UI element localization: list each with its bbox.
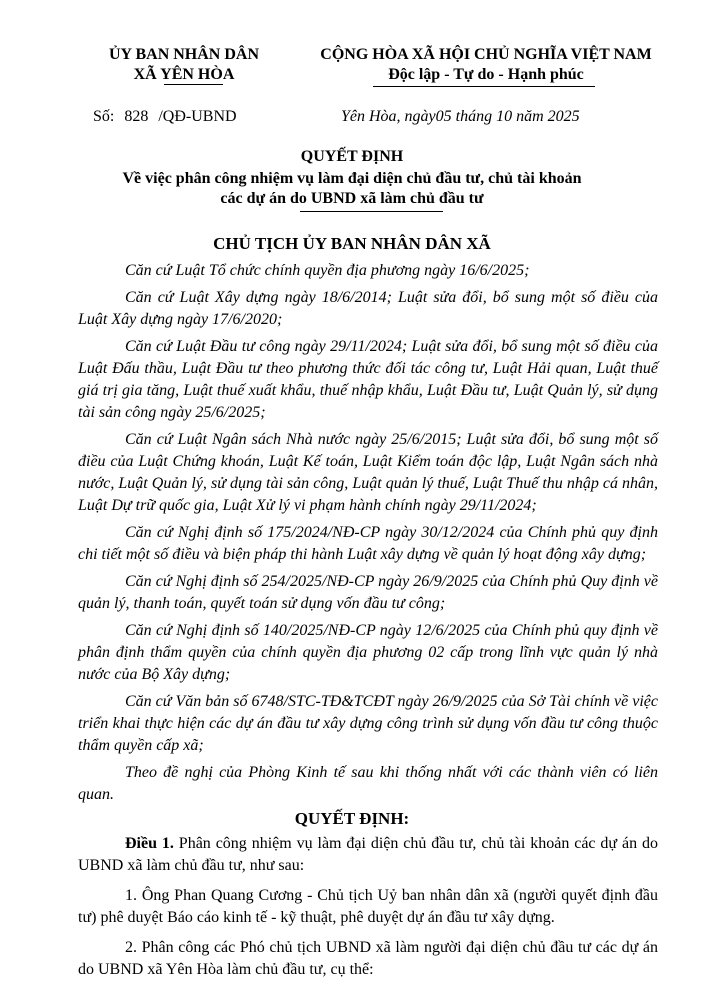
national-motto [296, 45, 676, 85]
number-prefix: Số: [93, 108, 115, 125]
number-value: 828 [124, 108, 149, 125]
agency-line-1: ỦY BAN NHÂN DÂN [108, 46, 260, 63]
article-1-item-2: 2. Phân công các Phó chủ tịch UBND xã làm người đại diện chủ đầu tư các dự án do UBND xã Yên Hòa làm chủ đầu tư, cụ thể: [78, 939, 658, 978]
item-1-text: Chủ tịch Uỷ ban nhân dân xã (người quyết định đầu tư) phê duyệt Báo cáo kinh tế - kỹ thuật, phê duyệt dự án đầu tư xây dựng. [78, 887, 659, 926]
subject-line-1: Về việc phân công nhiệm vụ làm đại diện chủ đầu tư, chủ tài khoản [122, 170, 582, 187]
nation-name: CỘNG HÒA XÃ HỘI CHỦ NGHĨA VIỆT NAM [320, 46, 652, 63]
article-1 [78, 833, 658, 981]
number-suffix: /QĐ-UBND [158, 108, 237, 125]
document-number [93, 108, 237, 126]
article-1-text: Phân công nhiệm vụ làm đại diện chủ đầu tư, chủ tài khoản các dự án do UBND xã làm chủ đầu tư, như sau: [78, 835, 658, 874]
basis-item: Căn cứ Luật Đầu tư công ngày 29/11/2024; Luật sửa đổi, bổ sung một số điều của Luật Đấu thầu, Luật Đầu tư theo phương thức đối tác công tư, Luật Hải quan, Luật thuế giá trị gia tăng, Luật thuế xuất khẩu, thuế nhập khẩu, Luật Đầu tư, Luật Quản lý, sử dụng tài sản công ngày 25/6/2025; [78, 338, 658, 421]
basis-item: Căn cứ Nghị định số 140/2025/NĐ-CP ngày 12/6/2025 của Chính phủ quy định về phân định thẩm quyền của chính quyền địa phương 02 cấp trong lĩnh vực quản lý nhà nước của Bộ Xây dựng; [78, 622, 658, 683]
basis-item: Căn cứ Luật Xây dựng ngày 18/6/2014; Luật sửa đổi, bổ sung một số điều của Luật Xây dựng ngày 17/6/2020; [78, 289, 658, 328]
issue-date: Yên Hòa, ngày05 tháng 10 năm 2025 [341, 108, 580, 125]
document-type: QUYẾT ĐỊNH [300, 148, 404, 165]
article-1-item-1 [78, 885, 658, 929]
article-1-intro [78, 833, 658, 877]
issuing-agency [84, 45, 284, 85]
subject-line-2: các dự án do UBND xã làm chủ đầu tư [220, 190, 484, 207]
agency-line-2: XÃ YÊN HÒA [133, 66, 235, 83]
basis-item: Căn cứ Nghị định số 254/2025/NĐ-CP ngày 26/9/2025 của Chính phủ Quy định về quản lý, thanh toán, quyết toán sử dụng vốn đầu tư công; [78, 573, 658, 612]
motto-underline [373, 86, 595, 87]
agency-underline [164, 84, 223, 85]
issuing-authority: CHỦ TỊCH ỦY BAN NHÂN DÂN XÃ [213, 234, 491, 253]
basis-item: Căn cứ Luật Ngân sách Nhà nước ngày 25/6/2015; Luật sửa đổi, bổ sung một số điều của Luật Chứng khoán, Luật Kế toán, Luật Kiểm toán độc lập, Luật Ngân sách nhà nước, Luật Quản lý, sử dụng tài sản công, Luật quản lý thuế, Luật Thuế thu nhập cá nhân, Luật Dự trữ quốc gia, Luật Xử lý vi phạm hành chính ngày 29/11/2024; [78, 431, 658, 514]
motto: Độc lập - Tự do - Hạnh phúc [388, 66, 584, 83]
decision-heading: QUYẾT ĐỊNH: [294, 809, 410, 828]
basis-item: Căn cứ Luật Tổ chức chính quyền địa phương ngày 16/6/2025; [125, 262, 530, 279]
item-1-person: 1. Ông Phan Quang Cương - [125, 887, 318, 904]
legal-bases [78, 260, 658, 806]
basis-item: Căn cứ Nghị định số 175/2024/NĐ-CP ngày 30/12/2024 của Chính phủ quy định chi tiết một số điều và biện pháp thi hành Luật xây dựng về quản lý hoạt động xây dựng; [78, 524, 658, 563]
article-1-label: Điều 1. [125, 835, 174, 852]
basis-item: Theo đề nghị của Phòng Kinh tế sau khi thống nhất với các thành viên có liên quan. [78, 764, 658, 803]
subject-underline [300, 211, 443, 212]
basis-item: Căn cứ Văn bản số 6748/STC-TĐ&TCĐT ngày 26/9/2025 của Sở Tài chính về việc triển khai thực hiện các dự án đầu tư xây dựng công trình sử dụng vốn đầu tư công thuộc thẩm quyền cấp xã; [78, 693, 658, 754]
